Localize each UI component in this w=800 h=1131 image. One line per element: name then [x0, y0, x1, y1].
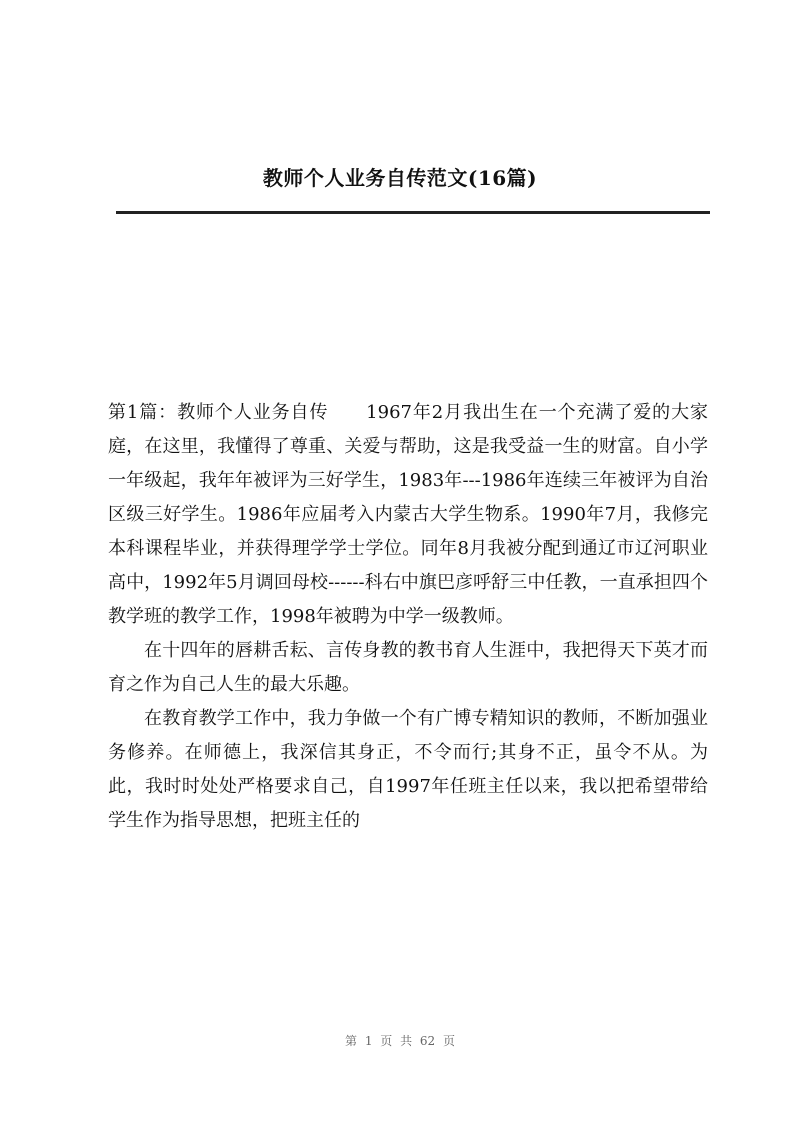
page-title: 教师个人业务自传范文(16篇) [262, 166, 538, 190]
page-footer: 第 1 页 共 62 页 [345, 1034, 455, 1048]
document-body [108, 396, 708, 838]
paragraph-1: 第1篇：教师个人业务自传 1967年2月我出生在一个充满了爱的大家庭，在这里，我懂得了尊重、关爱与帮助，这是我受益一生的财富。自小学一年级起，我年年被评为三好学生，1983年---1986年连续三年被评为自治区级三好学生。1986年应届考入内蒙古大学生物系。1990年7月，我修完本科课程毕业，并获得理学学士学位。同年8月我被分配到通辽市辽河职业高中，1992年5月调回母校------科右中旗巴彦呼舒三中任教，一直承担四个教学班的教学工作，1998年被聘为中学一级教师。 [108, 402, 708, 627]
title-divider [116, 211, 710, 214]
paragraph-3: 在教育教学工作中，我力争做一个有广博专精知识的教师，不断加强业务修养。在师德上，我深信其身正，不令而行;其身不正，虽令不从。为此，我时时处处严格要求自己，自1997年任班主任以来，我以把希望带给学生作为指导思想，把班主任的 [108, 708, 708, 831]
paragraph-2: 在十四年的唇耕舌耘、言传身教的教书育人生涯中，我把得天下英才而育之作为自己人生的最大乐趣。 [108, 640, 708, 695]
